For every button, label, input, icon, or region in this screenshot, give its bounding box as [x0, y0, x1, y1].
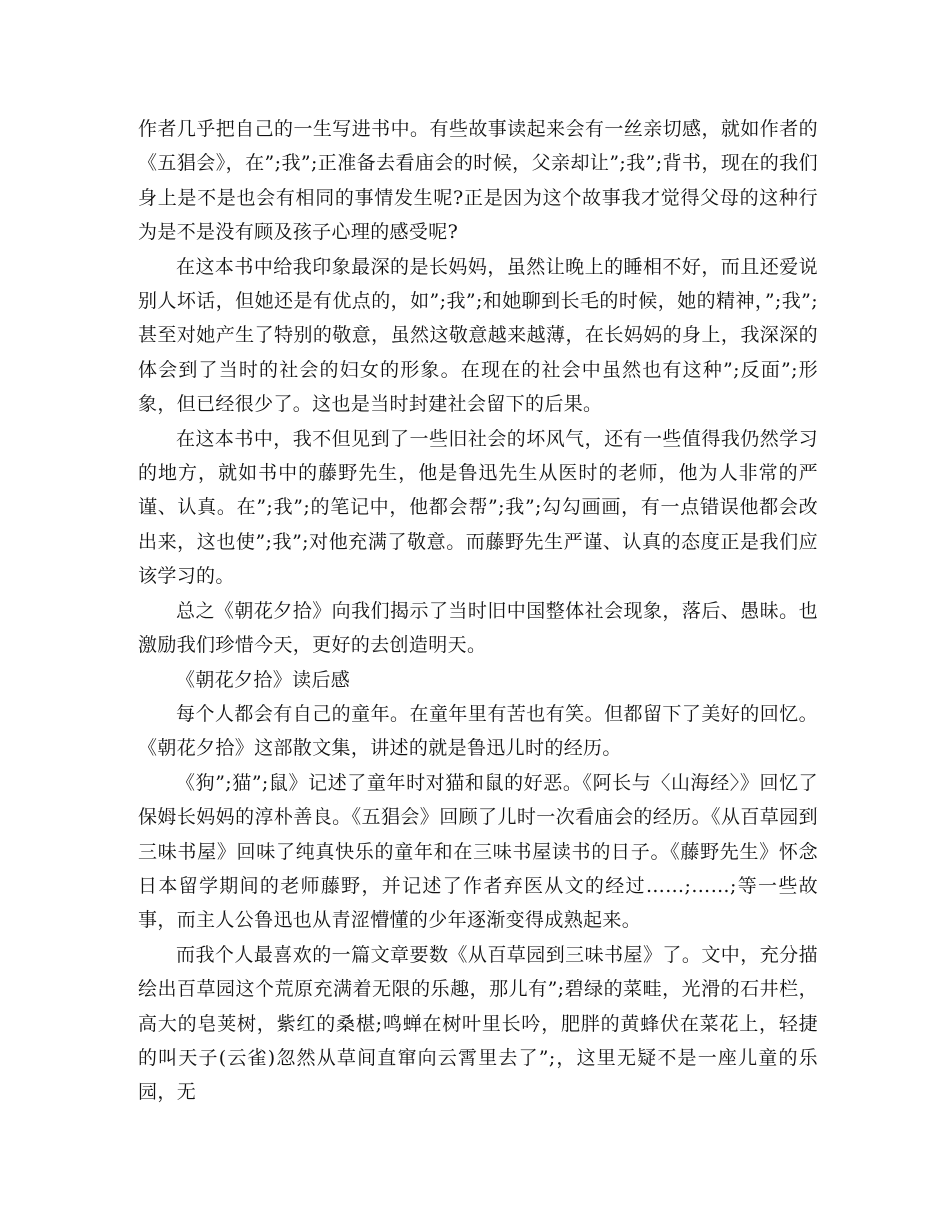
document-page [138, 112, 818, 1110]
paragraph-summary: 《狗”;猫”;鼠》记述了童年时对猫和鼠的好恶。《阿长与〈山海经〉》回忆了保姆长妈妈的淳朴善良。《五猖会》回顾了儿时一次看庙会的经历。《从百草园到三味书屋》回味了纯真快乐的童年和在三味书屋读书的日子。《藤野先生》怀念日本留学期间的老师藤野，并记述了作者弃医从文的经过……;……;等一些故事，而主人公鲁迅也从青涩懵懂的少年逐渐变得成熟起来。 [138, 771, 818, 932]
paragraph-chang-mama: 在这本书中给我印象最深的是长妈妈，虽然让晚上的睡相不好，而且还爱说别人坏话，但她还是有优点的，如”;我”;和她聊到长毛的时候，她的精神，”;我”;甚至对她产生了特别的敬意，虽然这敬意越来越薄，在长妈妈的身上，我深深的体会到了当时的社会的妇女的形象。在现在的社会中虽然也有这种”;反面”;形象，但已经很少了。这也是当时封建社会留下的后果。 [138, 255, 818, 416]
paragraph-tengye: 在这本书中，我不但见到了一些旧社会的坏风气，还有一些值得我仍然学习的地方，就如书中的藤野先生，他是鲁迅先生从医时的老师，他为人非常的严谨、认真。在”;我”;的笔记中，他都会帮”;我”;勾勾画画，有一点错误他都会改出来，这也使”;我”;对他充满了敬意。而藤野先生严谨、认真的态度正是我们应该学习的。 [138, 427, 818, 588]
paragraph-continued: 作者几乎把自己的一生写进书中。有些故事读起来会有一丝亲切感，就如作者的《五猖会》，在”;我”;正准备去看庙会的时候，父亲却让”;我”;背书，现在的我们身上是不是也会有相同的事情发生呢?正是因为这个故事我才觉得父母的这种行为是不是没有顾及孩子心理的感受呢? [138, 118, 818, 244]
paragraph-conclusion: 总之《朝花夕拾》向我们揭示了当时旧中国整体社会现象，落后、愚昧。也激励我们珍惜今天，更好的去创造明天。 [138, 599, 818, 657]
essay-title: 《朝花夕拾》读后感 [176, 668, 351, 691]
paragraph-childhood: 每个人都会有自己的童年。在童年里有苦也有笑。但都留下了美好的回忆。《朝花夕拾》这部散文集，讲述的就是鲁迅儿时的经历。 [138, 702, 818, 760]
paragraph-favorite: 而我个人最喜欢的一篇文章要数《从百草园到三味书屋》了。文中，充分描绘出百草园这个荒原充满着无限的乐趣，那儿有”;碧绿的菜畦，光滑的石井栏，高大的皂荚树，紫红的桑椹;鸣蝉在树叶里长吟，肥胖的黄蜂伏在菜花上，轻捷的叫天子(云雀)忽然从草间直窜向云霄里去了”;，这里无疑不是一座儿童的乐园，无 [138, 943, 818, 1104]
